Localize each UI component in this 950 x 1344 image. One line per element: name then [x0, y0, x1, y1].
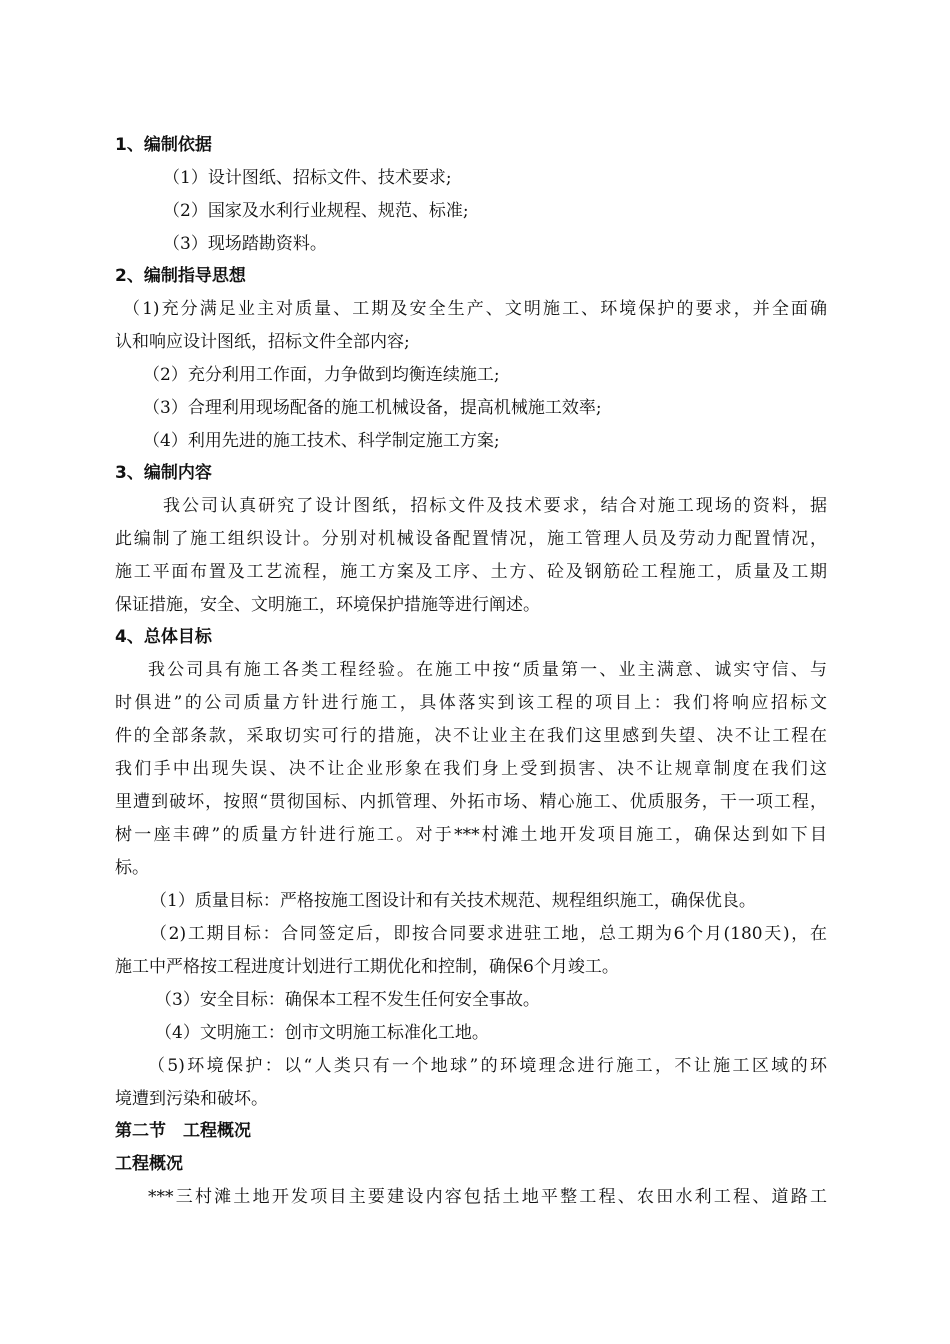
list-item-goal-schedule: （2)工期目标：合同签定后，即按合同要求进驻工地，总工期为6个月(180天)，在	[150, 924, 827, 944]
heading-overall-goal: 4、总体目标	[115, 627, 212, 647]
paragraph-line: 保证措施，安全、文明施工，环境保护措施等进行阐述。	[115, 595, 540, 615]
paragraph-line: 里遭到破坏，按照“贯彻国标、内抓管理、外拓市场、精心施工、优质服务，干一项工程，	[115, 792, 827, 812]
list-item-basis-2: （2）国家及水利行业规程、规范、标准;	[163, 201, 469, 221]
paragraph-line: （1)充分满足业主对质量、工期及安全生产、文明施工、环境保护的要求，并全面确	[123, 299, 827, 319]
paragraph-line: 我们手中出现失误、决不让企业形象在我们身上受到损害、决不让规章制度在我们这	[115, 759, 827, 779]
list-item-goal-civilized: （4）文明施工：创市文明施工标准化工地。	[155, 1023, 489, 1043]
paragraph-line: 标。	[115, 858, 149, 878]
paragraph-line: 施工中严格按工程进度计划进行工期优化和控制，确保6个月竣工。	[115, 957, 619, 977]
list-item-basis-1: （1）设计图纸、招标文件、技术要求;	[163, 168, 452, 188]
paragraph-line: 我公司认真研究了设计图纸，招标文件及技术要求，结合对施工现场的资料，据	[163, 496, 827, 516]
paragraph-line: 认和响应设计图纸，招标文件全部内容;	[115, 332, 410, 352]
list-item-goal-environment: （5)环境保护：以“人类只有一个地球”的环境理念进行施工，不让施工区域的环	[148, 1056, 827, 1076]
paragraph-line: 我公司具有施工各类工程经验。在施工中按“质量第一、业主满意、诚实守信、与	[148, 660, 827, 680]
list-item-basis-3: （3）现场踏勘资料。	[163, 234, 327, 254]
list-item-guiding-4: （4）利用先进的施工技术、科学制定施工方案;	[143, 431, 500, 451]
paragraph-line: 件的全部条款，采取切实可行的措施，决不让业主在我们这里感到失望、决不让工程在	[115, 726, 827, 746]
list-item-guiding-2: （2）充分利用工作面，力争做到均衡连续施工;	[143, 365, 500, 385]
paragraph-line: 境遭到污染和破坏。	[115, 1089, 268, 1109]
subsection-title: 工程概况	[115, 1154, 183, 1174]
paragraph-line: 时俱进”的公司质量方针进行施工，具体落实到该工程的项目上：我们将响应招标文	[115, 693, 827, 713]
heading-guiding-idea: 2、编制指导思想	[115, 266, 246, 286]
paragraph-line: 施工平面布置及工艺流程，施工方案及工序、土方、砼及钢筋砼工程施工，质量及工期	[115, 562, 827, 582]
list-item-goal-quality: （1）质量目标：严格按施工图设计和有关技术规范、规程组织施工，确保优良。	[150, 891, 756, 911]
section-title: 第二节 工程概况	[115, 1121, 251, 1141]
list-item-guiding-3: （3）合理利用现场配备的施工机械设备，提高机械施工效率;	[143, 398, 602, 418]
heading-basis: 1、编制依据	[115, 135, 212, 155]
paragraph-line: ***三村滩土地开发项目主要建设内容包括土地平整工程、农田水利工程、道路工	[148, 1187, 827, 1207]
list-item-goal-safety: （3）安全目标：确保本工程不发生任何安全事故。	[155, 990, 540, 1010]
heading-content: 3、编制内容	[115, 463, 212, 483]
paragraph-line: 树一座丰碑”的质量方针进行施工。对于***村滩土地开发项目施工，确保达到如下目	[115, 825, 827, 845]
paragraph-line: 此编制了施工组织设计。分别对机械设备配置情况，施工管理人员及劳动力配置情况，	[115, 529, 827, 549]
